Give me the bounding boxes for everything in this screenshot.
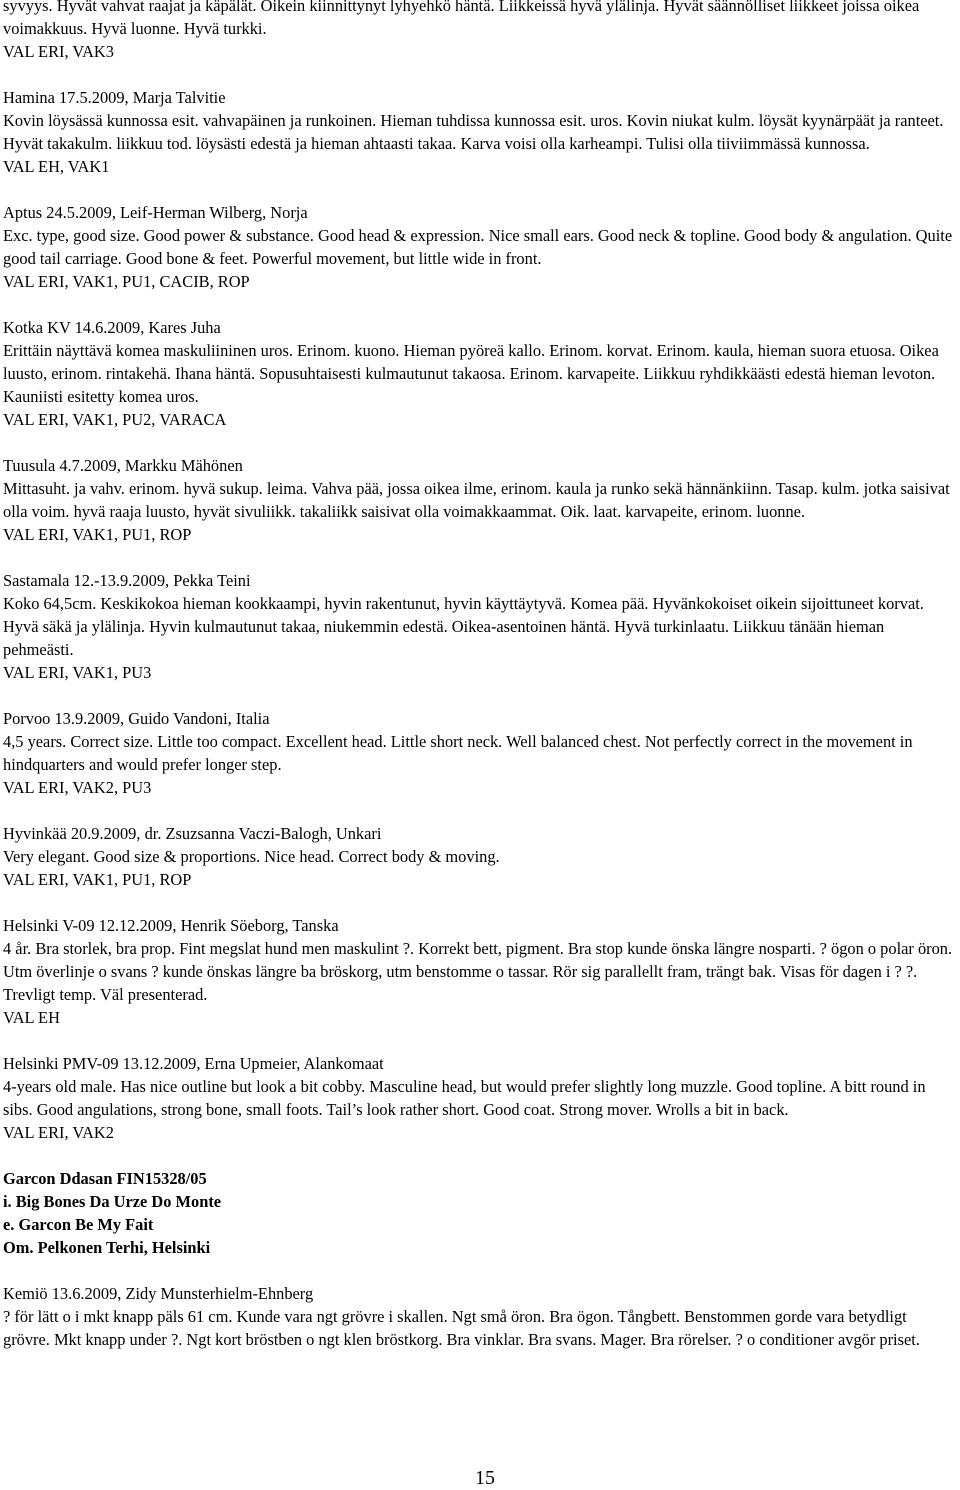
critique-header: Sastamala 12.-13.9.2009, Pekka Teini — [3, 571, 251, 590]
dog-owner: Om. Pelkonen Terhi, Helsinki — [3, 1238, 211, 1257]
critique-text: Kovin löysässä kunnossa esit. vahvapäinen ja runkoinen. Hieman tuhdissa kunnossa esit. uros. Kovin niukat kulm. löysät kyynärpäät ja ranteet. Hyvät takakulm. liikkuu tod. löysästi edestä ja hieman ahtaasti takaa. Karva voisi olla karheampi. Tulisi olla tiiviimmässä kunnossa. — [3, 111, 944, 153]
critique-text: Koko 64,5cm. Keskikokoa hieman kookkaampi, hyvin rakentunut, hyvin käyttäytyvä. Komea pää. Hyvänkokoiset oikein sijoittuneet korvat. Hyvä säkä ja ylälinja. Hyvin kulmautunut takaa, niukemmin edestä. Oikea-asentoinen häntä. Hyvä turkinlaatu. Liikkuu tänään hieman pehmeästi. — [3, 594, 924, 659]
critique-header: Kemiö 13.6.2009, Zidy Munsterhielm-Ehnberg — [3, 1284, 314, 1303]
critique-entry — [3, 707, 957, 799]
dog-name: Garcon Ddasan FIN15328/05 — [3, 1169, 207, 1188]
critique-header: Aptus 24.5.2009, Leif-Herman Wilberg, Norja — [3, 203, 308, 222]
critique-result: VAL ERI, VAK1, PU1, ROP — [3, 525, 192, 544]
critique-text: Erittäin näyttävä komea maskuliininen uros. Erinom. kuono. Hieman pyöreä kallo. Erinom. korvat. Erinom. kaula, hieman suora etuosa. Oikea luusto, erinom. rintakehä. Ihana häntä. Sopusuhtaisesti kulmautunut takaosa. Erinom. karvapeite. Liikkuu ryhdikkäästi edestä hieman levoton. Kauniisti esitetty komea uros. — [3, 341, 939, 406]
critique-text: 4 år. Bra storlek, bra prop. Fint megslat hund men maskulint ?. Korrekt bett, pigment. Bra stop kunde önska längre nosparti. ? ögon o polar öron. Utm överlinje o svans ? kunde önskas längre ba bröskorg, utm benstomme o tassar. Rör sig parallellt fram, trängt bak. Visas för dagen i ? ?. Trevligt temp. Väl presenterad. — [3, 939, 953, 1004]
critique-result: VAL ERI, VAK1, PU3 — [3, 663, 152, 682]
critique-entry — [3, 1282, 957, 1351]
critique-entry — [3, 569, 957, 684]
critique-header: Helsinki V-09 12.12.2009, Henrik Söeborg, Tanska — [3, 916, 339, 935]
critique-header: Hamina 17.5.2009, Marja Talvitie — [3, 88, 226, 107]
dog-sire: i. Big Bones Da Urze Do Monte — [3, 1192, 222, 1211]
critique-result: VAL EH — [3, 1008, 60, 1027]
critique-entry — [3, 86, 957, 178]
critique-result: VAL ERI, VAK1, PU1, CACIB, ROP — [3, 272, 250, 291]
critique-entry — [3, 316, 957, 431]
critique-entry — [3, 201, 957, 293]
critique-text: 4,5 years. Correct size. Little too compact. Excellent head. Little short neck. Well balanced chest. Not perfectly correct in the movement in hindquarters and would prefer longer step. — [3, 732, 913, 774]
critique-header: Helsinki PMV-09 13.12.2009, Erna Upmeier, Alankomaat — [3, 1054, 384, 1073]
critique-entry — [3, 822, 957, 891]
page-number: 15 — [475, 1467, 495, 1489]
intro-result: VAL ERI, VAK3 — [3, 42, 114, 61]
dog-dam: e. Garcon Be My Fait — [3, 1215, 154, 1234]
critique-result: VAL ERI, VAK1, PU2, VARACA — [3, 410, 227, 429]
critique-result: VAL EH, VAK1 — [3, 157, 110, 176]
critique-entry — [3, 914, 957, 1029]
dog-info — [3, 1167, 957, 1259]
document-page — [3, 0, 957, 1374]
critique-header: Tuusula 4.7.2009, Markku Mähönen — [3, 456, 243, 475]
critique-result: VAL ERI, VAK2 — [3, 1123, 114, 1142]
critique-text: Very elegant. Good size & proportions. Nice head. Correct body & moving. — [3, 847, 500, 866]
critique-header: Porvoo 13.9.2009, Guido Vandoni, Italia — [3, 709, 270, 728]
intro-text: syvyys. Hyvät vahvat raajat ja käpälät. Oikein kiinnittynyt lyhyehkö häntä. Liikkeissä hyvä ylälinja. Hyvät säännölliset liikkeet joissa oikea voimakkuus. Hyvä luonne. Hyvä turkki. — [3, 0, 920, 38]
critique-text: ? för lätt o i mkt knapp päls 61 cm. Kunde vara ngt grövre i skallen. Ngt små öron. Bra ögon. Tångbett. Benstommen gorde vara betydligt grövre. Mkt knapp under ?. Ngt kort bröstben o ngt klen bröstkorg. Bra vinklar. Bra svans. Mager. Bra rörelser. ? o conditioner avgör priset. — [3, 1307, 920, 1349]
critique-header: Kotka KV 14.6.2009, Kares Juha — [3, 318, 221, 337]
critique-text: Mittasuht. ja vahv. erinom. hyvä sukup. leima. Vahva pää, jossa oikea ilme, erinom. kaula ja runko sekä hännänkiinn. Tasap. kulm. jotka saisivat olla voim. hyvä raaja luusto, hyvät sivuliikk. takaliikk saisivat olla voimakkaammat. Oik. laat. karvapeite, erinom. luonne. — [3, 479, 950, 521]
critique-result: VAL ERI, VAK1, PU1, ROP — [3, 870, 192, 889]
critique-text: Exc. type, good size. Good power & substance. Good head & expression. Nice small ears. Good neck & topline. Good body & angulation. Quite good tail carriage. Good bone & feet. Powerful movement, but little wide in front. — [3, 226, 953, 268]
critique-entry — [3, 454, 957, 546]
critique-entry — [3, 1052, 957, 1144]
critique-text: 4-years old male. Has nice outline but look a bit cobby. Masculine head, but would prefer slightly long muzzle. Good topline. A bitt round in sibs. Good angulations, strong bone, small foots. Tail’s look rather short. Good coat. Strong mover. Wrolls a bit in back. — [3, 1077, 926, 1119]
critique-header: Hyvinkää 20.9.2009, dr. Zsuzsanna Vaczi-Balogh, Unkari — [3, 824, 382, 843]
critique-result: VAL ERI, VAK2, PU3 — [3, 778, 152, 797]
intro-paragraph — [3, 0, 957, 63]
